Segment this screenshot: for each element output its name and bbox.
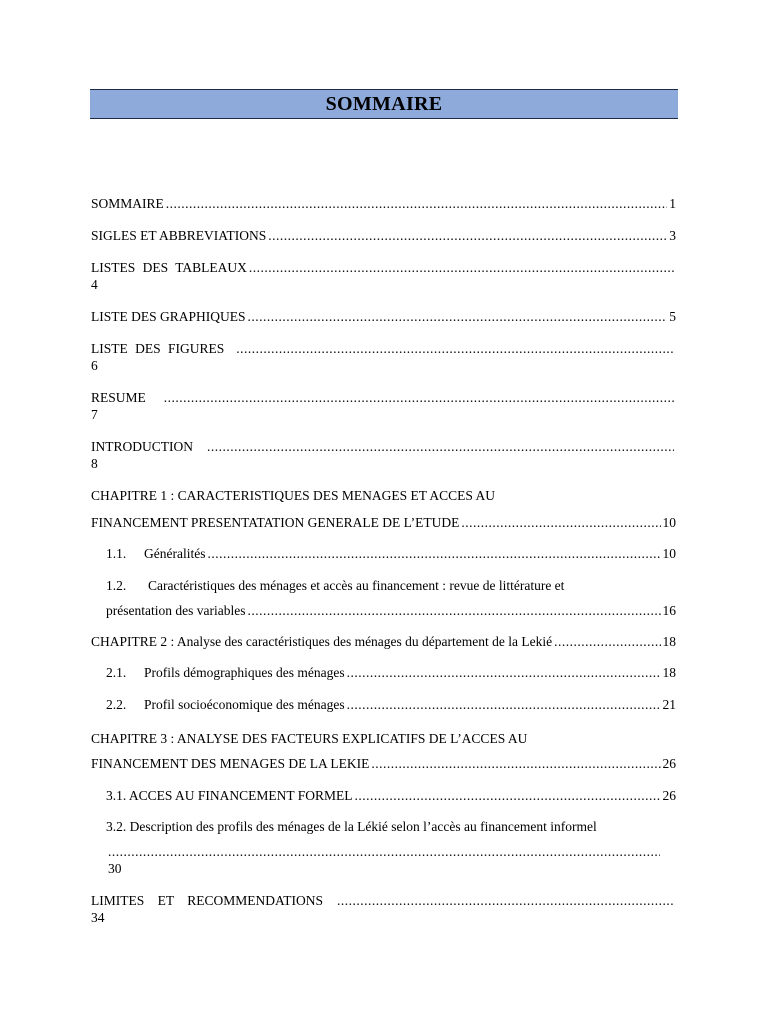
- toc-entry-text: Caractéristiques des ménages et accès au financement : revue de littérature et: [148, 578, 565, 593]
- toc-chapter-1-line1[interactable]: CHAPITRE 1 : CARACTERISTIQUES DES MENAGES ET ACCES AU: [91, 488, 496, 503]
- toc-page-number: 18: [662, 665, 676, 680]
- toc-page-number: 10: [662, 515, 676, 530]
- toc-entry-2-1[interactable]: [106, 665, 676, 681]
- dot-leader: [108, 844, 660, 860]
- dot-leader: [247, 603, 660, 619]
- toc-entry-text: CHAPITRE 2 : Analyse des caractéristiques des ménages du département de la Lekié: [91, 634, 553, 649]
- toc-page-number: 6: [91, 358, 98, 373]
- toc-entry-3-2-leader: [108, 844, 660, 860]
- toc-entry-text: LISTE DES FIGURES: [91, 341, 225, 356]
- toc-page-number: 7: [91, 407, 98, 422]
- dot-leader: [347, 665, 661, 681]
- toc-page-number: 26: [662, 788, 676, 803]
- toc-entry-introduction[interactable]: [91, 439, 676, 455]
- toc-entry-1-2[interactable]: [106, 603, 676, 619]
- toc-entry-text: Généralités: [144, 546, 206, 561]
- page-title: SOMMAIRE: [325, 92, 443, 115]
- toc-entry-label: [106, 665, 345, 681]
- toc-page-number: 16: [662, 603, 676, 618]
- toc-entry-text: LISTE DES GRAPHIQUES: [91, 309, 246, 324]
- toc-entry-1-2-line1[interactable]: [106, 578, 676, 594]
- toc-entry-graphiques[interactable]: [91, 309, 676, 325]
- toc-entry-text: Profils démographiques des ménages: [144, 665, 345, 680]
- dot-leader: [236, 341, 674, 357]
- dot-leader: [248, 309, 668, 325]
- toc-entry-chapter-3[interactable]: [91, 756, 676, 772]
- toc-entry-text: FINANCEMENT DES MENAGES DE LA LEKIE: [91, 756, 370, 771]
- dot-leader: [554, 634, 660, 650]
- dot-leader: [268, 228, 667, 244]
- toc-entry-3-1[interactable]: [106, 788, 676, 804]
- toc-page-number: 26: [662, 756, 676, 771]
- toc-entry-text: SOMMAIRE: [91, 196, 164, 211]
- dot-leader: [164, 390, 674, 406]
- toc-chapter-3-line1[interactable]: CHAPITRE 3 : ANALYSE DES FACTEURS EXPLICATIFS DE L’ACCES AU: [91, 731, 528, 746]
- toc-entry-text: FINANCEMENT PRESENTATATION GENERALE DE L’ETUDE: [91, 515, 460, 530]
- toc-entry-label: [106, 697, 345, 713]
- toc-page-number: 10: [662, 546, 676, 561]
- toc-entry-text: présentation des variables: [106, 603, 246, 618]
- section-number: 2.2.: [106, 697, 127, 712]
- toc-entry-limites[interactable]: [91, 893, 676, 909]
- dot-leader: [347, 697, 661, 713]
- toc-entry-sigles[interactable]: [91, 228, 676, 244]
- dot-leader: [461, 515, 660, 531]
- dot-leader: [207, 439, 674, 455]
- toc-page-number: 30: [108, 861, 122, 876]
- toc-page-number: 8: [91, 456, 98, 471]
- toc-page-number: 34: [91, 910, 105, 925]
- toc-entry-text: Profil socioéconomique des ménages: [144, 697, 345, 712]
- dot-leader: [166, 196, 667, 212]
- dot-leader: [249, 260, 674, 276]
- toc-entry-chapter-2[interactable]: [91, 634, 676, 650]
- toc-page-number: 21: [662, 697, 676, 712]
- toc-page-number: 5: [669, 309, 676, 324]
- toc-entry-chapter-1[interactable]: [91, 515, 676, 531]
- section-number: 1.2.: [106, 578, 127, 593]
- dot-leader: [355, 788, 661, 804]
- dot-leader: [207, 546, 660, 562]
- toc-entry-text: LIMITES ET RECOMMENDATIONS: [91, 893, 323, 908]
- toc-page-number: 1: [669, 196, 676, 211]
- toc-entry-label: [106, 546, 205, 562]
- toc-entry-tableaux[interactable]: [91, 260, 676, 276]
- toc-entry-text: RESUME: [91, 390, 146, 405]
- toc-entry-text: INTRODUCTION: [91, 439, 193, 454]
- toc-entry-text: LISTES DES TABLEAUX: [91, 260, 247, 275]
- toc-entry-text: 3.1. ACCES AU FINANCEMENT FORMEL: [106, 788, 353, 803]
- toc-entry-3-2-line1[interactable]: 3.2. Description des profils des ménages de la Lékié selon l’accès au financement informel: [106, 819, 597, 834]
- toc-page-number: 18: [662, 634, 676, 649]
- dot-leader: [337, 893, 674, 909]
- dot-leader: [371, 756, 660, 772]
- section-number: 2.1.: [106, 665, 127, 680]
- toc-entry-resume[interactable]: [91, 390, 676, 406]
- toc-entry-sommaire[interactable]: [91, 196, 676, 212]
- toc-page-number: 3: [669, 228, 676, 243]
- title-banner: [90, 89, 678, 119]
- section-number: 1.1.: [106, 546, 127, 561]
- toc-entry-2-2[interactable]: [106, 697, 676, 713]
- toc-page-number: 4: [91, 277, 98, 292]
- toc-entry-1-1[interactable]: [106, 546, 676, 562]
- toc-entry-text: SIGLES ET ABBREVIATIONS: [91, 228, 267, 243]
- toc-entry-figures[interactable]: [91, 341, 676, 357]
